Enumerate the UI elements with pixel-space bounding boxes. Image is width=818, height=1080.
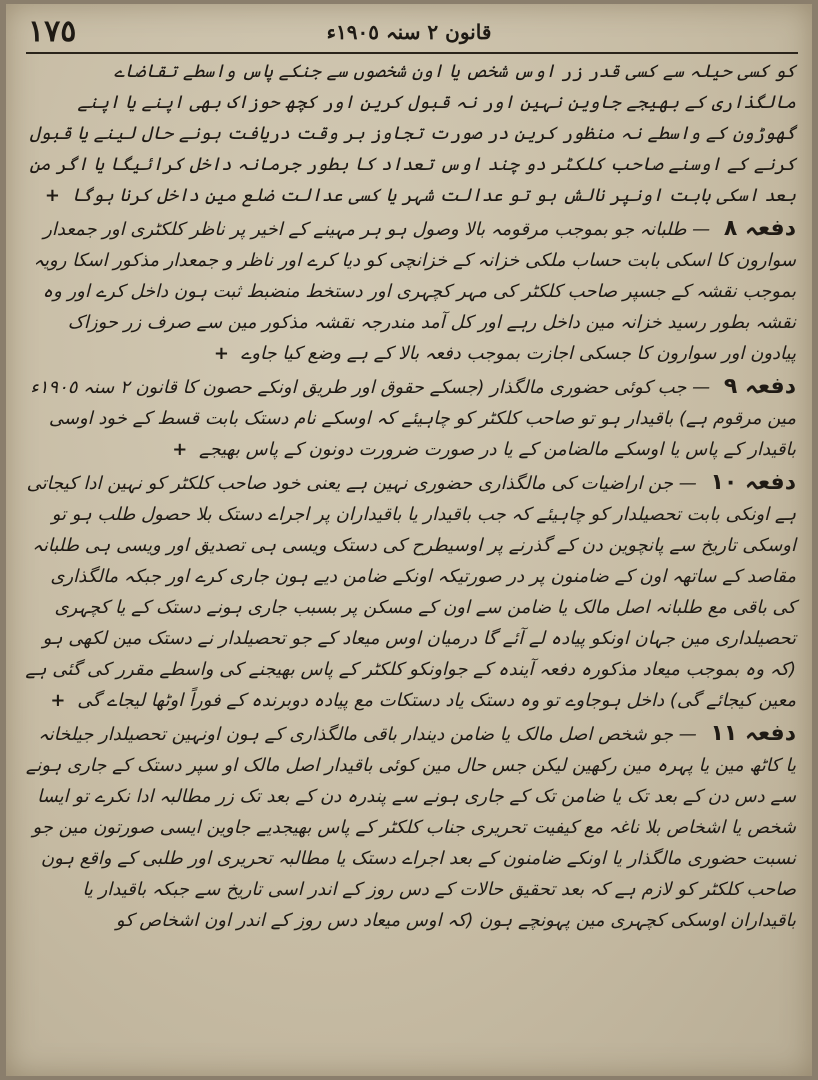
header-rule [26,52,798,54]
running-title: قانون ٢ سنہ ١٩٠٥ء [326,20,492,44]
section-end-mark: + [172,439,188,460]
section-10 [24,467,796,716]
section-text: — جو شخص اصل مالک یا ضامن دیندار باقی مالگذاری کے ہون اونہین تحصیلدار جیلخانہ یا کاٹھ مین یا پہرہ مین رکھین لیکن جس حال مین کوئی باقیدار اصل مالک او سپر دستک کے جاری ہونے سے دس دن کے بعد تک یا ضامن تک کے جاری ہونے سے پندرہ دن کے بعد تک زر مطالبہ ادا نکرے تو ایسا شخص یا اشخاص بلا ناغہ مع کیفیت تحریری جناب کلکٹر کے پاس بھیجدیے جاوین ایسی صورتون مین جو نسبت حضوری مالگذار یا اونکے ضامنون کے بعد اجراے دستک یا مطالبہ تحریری اور طلبی کے واقع ہون صاحب کلکٹر کو لازم ہے کہ بعد تحقیق حالات کے دس روز کے اندر اسی تاریخ سے جبکہ باقیدار یا باقیداران اوسکی کچہری مین پہونچے ہون (کہ اوس میعاد دس روز کے اندر اون اشخاص کو [25,724,796,931]
page-header [6,14,812,50]
document-page [6,4,812,1076]
section-9 [24,371,796,465]
section-heading: دفعہ ٩ [723,374,796,399]
section-heading: دفعہ ٨ [723,216,796,241]
section-text: کو کسی حیلہ سے کسی قدر زر اوس شخص یا اون شخصوں سے جنکے پاس واسطے تقاضاے مالگذاری کے بھیجے جاوین نہین اور نہ قبول کرین اور کچھ حوزاک بھی اپنے یا اپنے گھوڑون کے واسطے نہ منظور کرین در صورت تجاوز بر وقت دریافت ہونے حال لینے یا قبول کرنے کے اوسنے صاحب کلکٹر دو چند اوس تعداد کا بطور جرمانہ داخل کرائیگا یا اگر من بعد اسکی بابت اونپر نالش ہو تو عدالت شہر یا کسی عدالت ضلع مین داخل کرنا ہوگا [29,61,796,206]
body-text [24,56,796,938]
section-heading: دفعہ ١١ [710,721,796,746]
section-8 [24,213,796,369]
section-text: — طلبانہ جو بموجب مرقومہ بالا وصول ہو ہر مہینے کے اخیر پر ناظر کلکٹری اور جمعدار سوارون کا اسکی بابت حساب ملکی خزانہ کے خزانچی کو دیا کرے اور ناظر و جمعدار مذکور اسکا رویہ بموجب نقشہ کے جسپر صاحب کلکٹر کی مہر کچہری اور دستخط منضبط ثبت ہون داخل کرے اور وہ نقشہ بطور رسید خزانہ مین داخل رہے اور کل آمد مندرجہ نقشہ مذکور مین سے صرف زر حوزاک پیادون اور سوارون کا جسکی اجازت بموجب دفعہ بالا کے ہے وضع کیا جاوے [33,219,796,364]
section-heading: دفعہ ١٠ [710,470,796,495]
section-intro [24,56,796,211]
section-11 [24,718,796,936]
section-text: — جن اراضیات کی مالگذاری حضوری نہین ہے یعنی خود صاحب کلکٹر کو نہین ادا کیجاتی ہے اونکی بابت تحصیلدار کو چاہیئے کہ جب باقیدار یا باقیداران پر اجراے دستک بلا حصول طلب ہو تو اوسکی تاریخ سے پانچوین دن کے گذرنے پر اوسیطرح کی دستک ویسی ہی تصدیق اور ویسی ہی طلبانہ مقاصد کے ساتھہ اون کے ضامنون پر در صورتیکہ اونکے ضامن دیے ہون جاری کرے اور جبکہ مالگذاری کی باقی مع طلبانہ اصل مالک یا ضامن سے اون کے مسکن پر بسبب جاری ہونے دستک کے یا کچہری تحصیلداری مین جہان اونکو پیادہ لے آئے گا درمیان اوس میعاد کے جو تحصیلدار نے دستک مین لکھی ہو (کہ وہ بموجب میعاد مذکورہ دفعہ آیندہ کے جواونکو کلکٹر کے پاس بھیجنے کی واسطے مقرر کی گئی ہے معین کیجائے گی) داخل ہوجاوے تو وہ دستک یاد دستکات مع پیادہ دوبرندہ کے فوراً اوٹھا لیجاے گی [25,473,796,711]
section-end-mark: + [50,690,66,711]
section-end-mark: + [44,185,60,206]
section-end-mark: + [213,343,229,364]
section-text: — جب کوئی حضوری مالگذار (جسکے حقوق اور طریق اونکے حصون کا قانون ٢ سنہ ١٩٠٥ء مین مرقوم ہے) باقیدار ہو تو صاحب کلکٹر کو چاہیئے کہ اوسکے نام دستک بابت قسط کے خود اوسی باقیدار کے پاس یا اوسکے مالضامن کے یا در صورت ضرورت دونون کے پاس بھیجے [30,377,796,460]
page-number: ١٧٥ [28,14,77,49]
